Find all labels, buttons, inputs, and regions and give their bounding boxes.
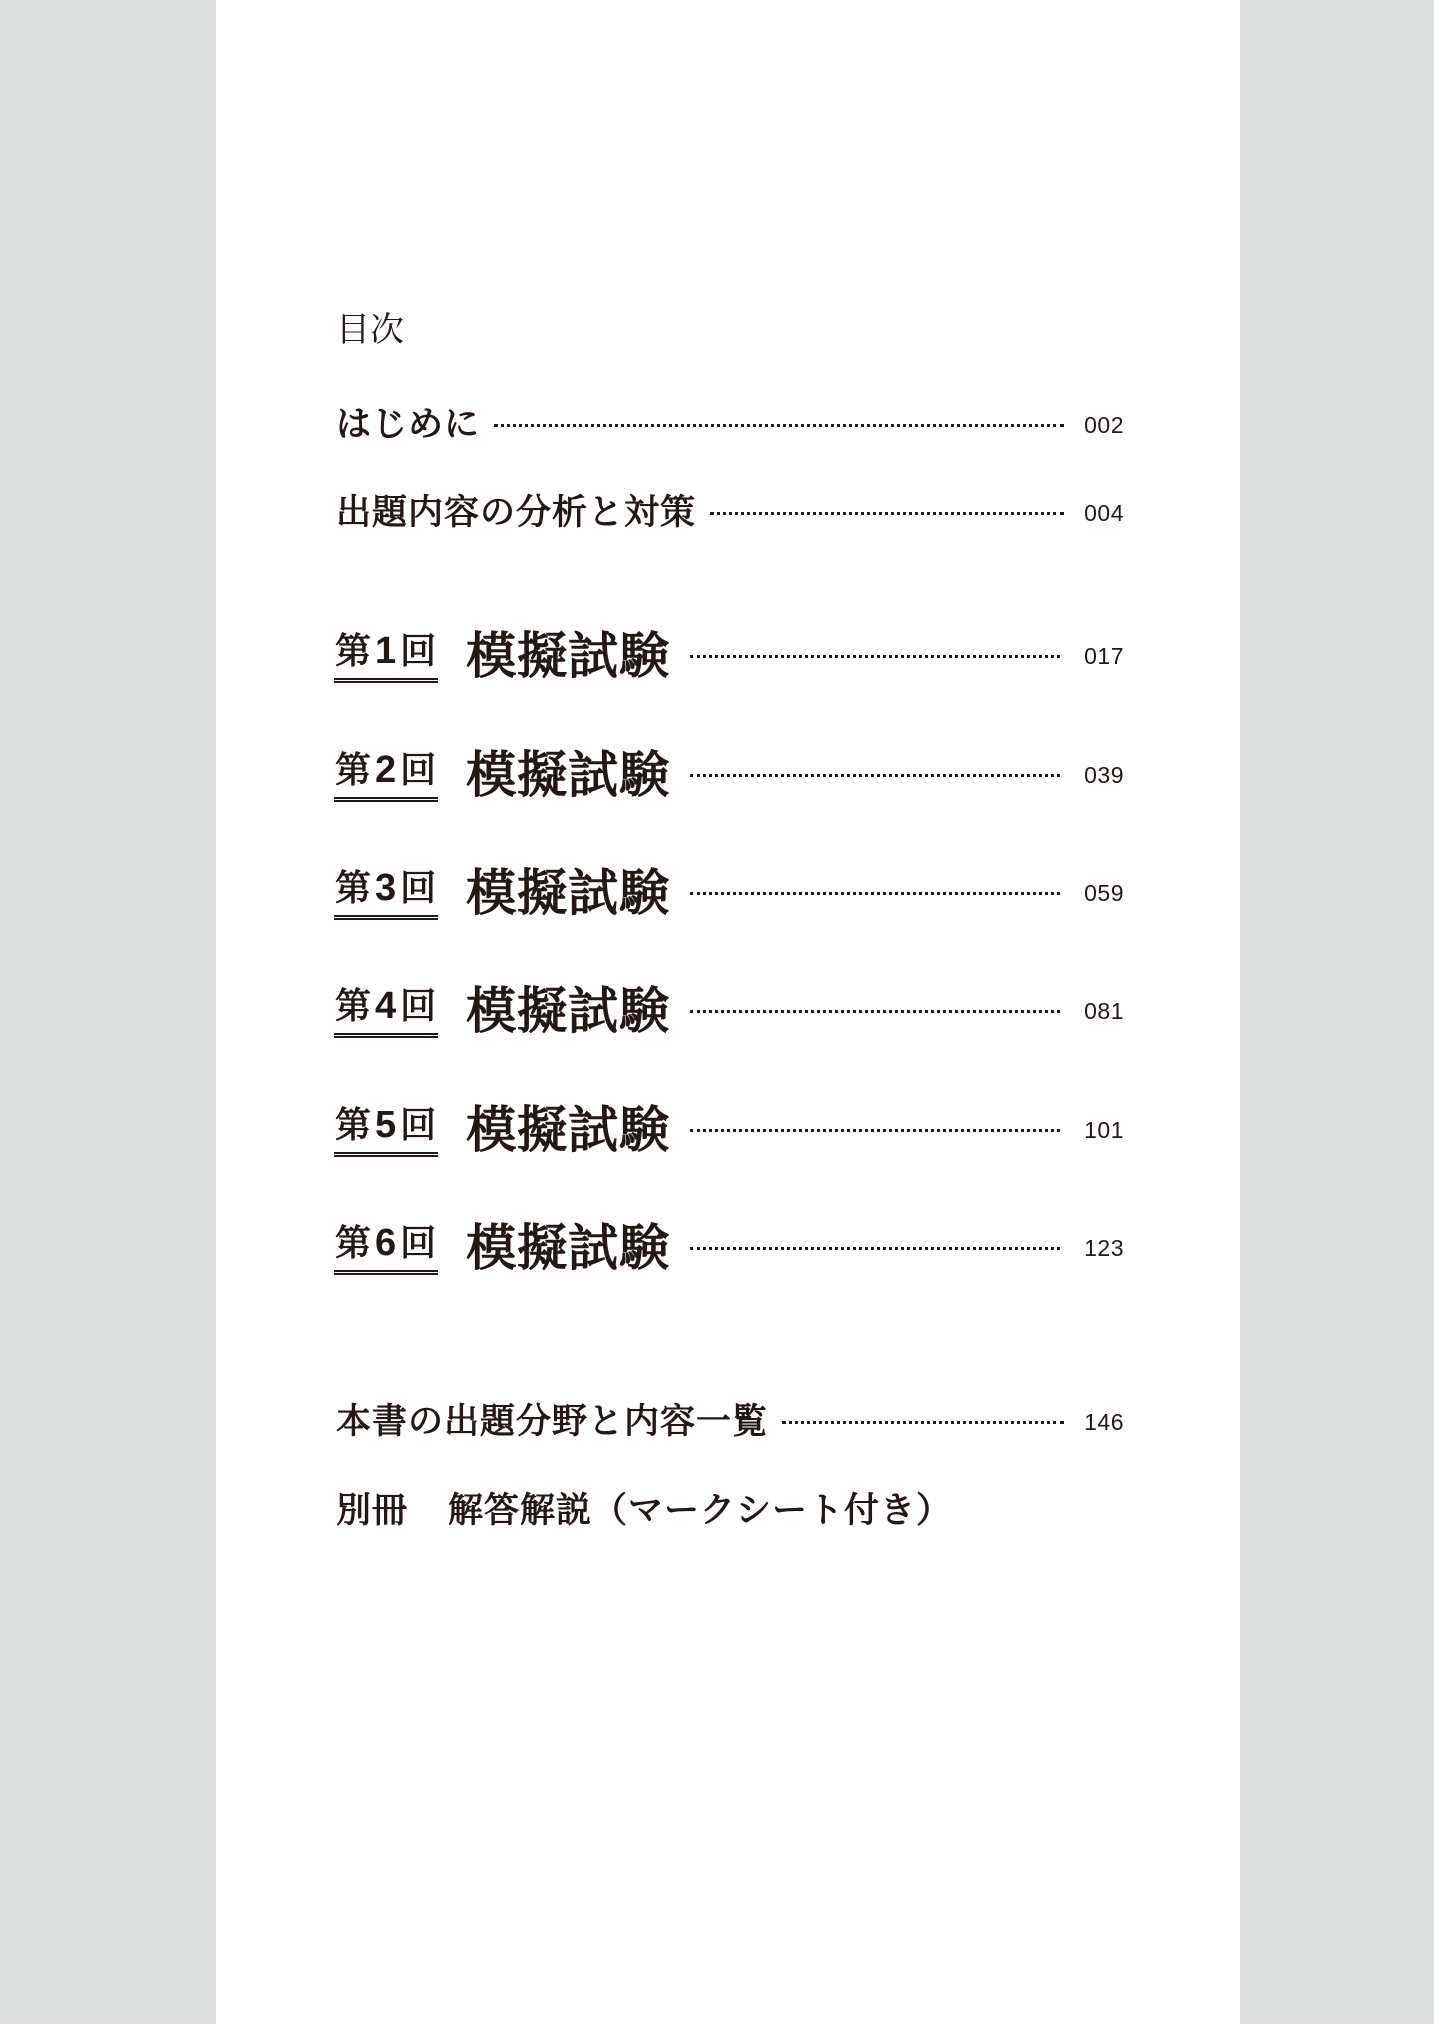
exam-title: 模擬試験 (466, 1219, 671, 1277)
toc-entry-exam-4[interactable] (334, 981, 1124, 1041)
toc-entry-exam-1[interactable] (334, 626, 1124, 686)
exam-number-label: 第6回 (334, 1221, 438, 1275)
toc-entry-page: 039 (1084, 761, 1124, 788)
dotted-leader (690, 1010, 1060, 1013)
dotted-leader (690, 655, 1060, 658)
toc-entry-exam-2[interactable] (334, 745, 1124, 805)
exam-number-label: 第1回 (334, 629, 438, 683)
toc-entry-exam-5[interactable] (334, 1100, 1124, 1160)
toc-entry-page: 002 (1084, 411, 1124, 438)
toc-entry-exam-6[interactable] (334, 1218, 1124, 1278)
toc-heading: 目次 (336, 310, 404, 350)
toc-entry-page: 123 (1084, 1234, 1124, 1261)
toc-entry-analysis[interactable] (336, 489, 1124, 537)
toc-entry-exam-3[interactable] (334, 863, 1124, 923)
dotted-leader (690, 1247, 1060, 1250)
toc-entry-supplement[interactable] (336, 1487, 952, 1535)
toc-entry-page: 059 (1084, 879, 1124, 906)
toc-entry-page: 081 (1084, 997, 1124, 1024)
dotted-leader (690, 1129, 1060, 1132)
toc-entry-page: 017 (1084, 642, 1124, 669)
toc-entry-title: 本書の出題分野と内容一覧 (336, 1402, 769, 1442)
toc-entry-title: 出題内容の分析と対策 (336, 493, 697, 533)
exam-number-label: 第4回 (334, 984, 438, 1038)
exam-number-label: 第5回 (334, 1103, 438, 1157)
dotted-leader (690, 892, 1060, 895)
exam-title: 模擬試験 (466, 1101, 671, 1159)
dotted-leader (690, 774, 1060, 777)
dotted-leader (710, 512, 1064, 515)
dotted-leader (494, 424, 1064, 427)
exam-number-label: 第3回 (334, 866, 438, 920)
exam-number-label: 第2回 (334, 748, 438, 802)
supplement-label: 別冊 (336, 1491, 409, 1531)
exam-title: 模擬試験 (466, 746, 671, 804)
exam-title: 模擬試験 (466, 864, 671, 922)
toc-entry-introduction[interactable] (336, 401, 1124, 449)
supplement-title: 解答解説（マークシート付き） (448, 1491, 953, 1531)
toc-entry-appendix[interactable] (336, 1398, 1124, 1446)
toc-entry-title: はじめに (336, 405, 481, 445)
toc-entry-page: 101 (1084, 1116, 1124, 1143)
exam-title: 模擬試験 (466, 982, 671, 1040)
toc-entry-page: 146 (1084, 1408, 1124, 1435)
exam-title: 模擬試験 (466, 627, 671, 685)
toc-entry-page: 004 (1084, 499, 1124, 526)
dotted-leader (782, 1421, 1064, 1424)
